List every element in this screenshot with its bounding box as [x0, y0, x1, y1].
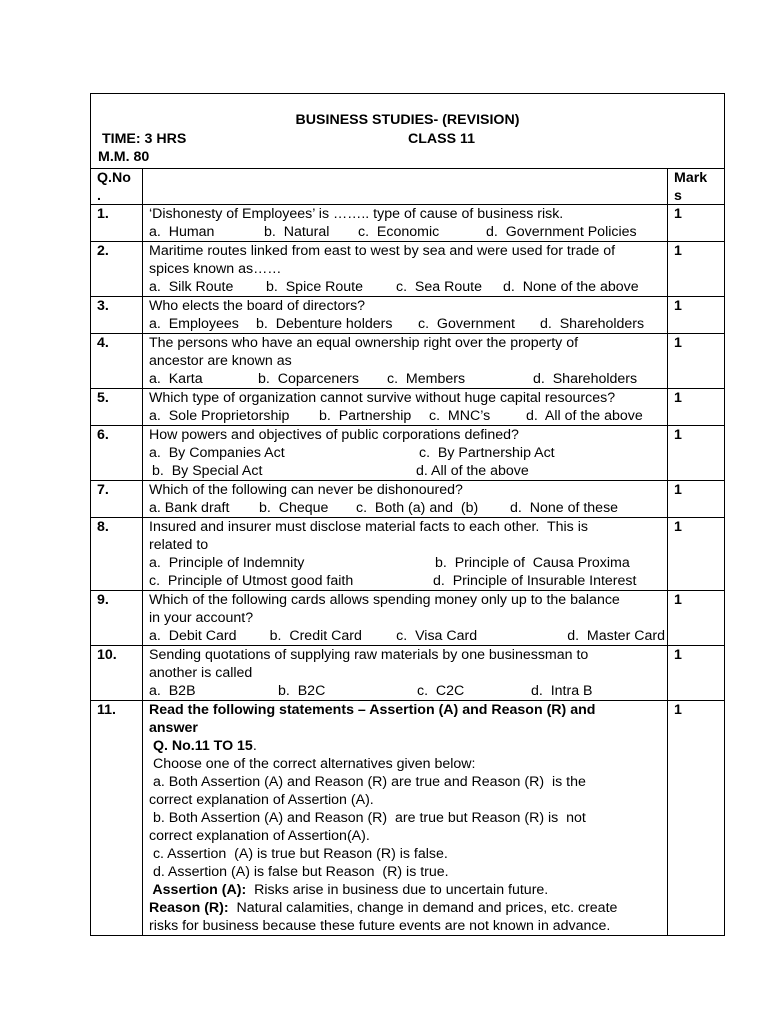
option-b: b. Natural: [264, 224, 330, 240]
question-header: [143, 169, 668, 204]
option-d: d. Principle of Insurable Interest: [433, 573, 637, 589]
question-row-10: [91, 646, 724, 701]
question-body: [143, 591, 668, 645]
question-text: Which of the following can never be dishonoured?: [149, 482, 463, 498]
option-d: d. Government Policies: [486, 224, 637, 240]
question-body: [143, 297, 668, 333]
reason-line-2: risks for business because these future events are not known in advance.: [149, 918, 611, 934]
question-number: 5.: [91, 389, 143, 425]
question-row-8: [91, 518, 724, 591]
option-d: d. All of the above: [526, 408, 643, 424]
question-marks: 1: [674, 702, 682, 718]
question-number: 8.: [91, 518, 143, 590]
options-line: [149, 407, 665, 425]
question-row-3: [91, 297, 724, 334]
question-row-2: [91, 242, 724, 297]
question-text-line-1: Which of the following cards allows spending money only up to the balance: [149, 592, 620, 608]
option-a: a. Principle of Indemnity: [149, 555, 305, 571]
question-row-11: [91, 701, 724, 935]
option-a: a. Silk Route: [149, 279, 234, 295]
question-text-line-1: Maritime routes linked from east to west by sea and were used for trade of: [149, 243, 616, 259]
option-a: a. Employees: [149, 316, 239, 332]
question-text: ‘Dishonesty of Employees’ is …….. type of cause of business risk.: [149, 206, 564, 222]
max-marks: M.M. 80: [98, 149, 150, 165]
assertion-line: [149, 881, 665, 899]
question-text-line-2: another is called: [149, 665, 253, 681]
paper-title: BUSINESS STUDIES- (REVISION): [295, 112, 520, 128]
question-row-7: [91, 481, 724, 518]
instruction-line-1: Read the following statements – Assertion (A) and Reason (R) and: [149, 702, 596, 718]
question-number: 9.: [91, 591, 143, 645]
options-line: [149, 223, 665, 241]
options-line-2: [149, 462, 665, 480]
options-line: [149, 315, 665, 333]
question-number: 2.: [91, 242, 143, 296]
option-b: b. Coparceners: [258, 371, 359, 387]
question-row-1: [91, 205, 724, 242]
options-line: [149, 278, 665, 296]
question-number: 10.: [91, 646, 143, 700]
question-range-tail: .: [252, 738, 257, 754]
option-d: d. Shareholders: [540, 316, 645, 332]
reason-label: Reason (R):: [149, 900, 229, 916]
question-number: 11.: [91, 701, 143, 935]
option-d: d. Assertion (A) is false but Reason (R) is true.: [149, 864, 449, 880]
option-b: b. Debenture holders: [256, 316, 393, 332]
instruction-line-2: answer: [149, 720, 198, 736]
option-a: a. Debit Card: [149, 628, 237, 644]
option-d: d. None of these: [510, 500, 619, 516]
question-body: [143, 334, 668, 388]
option-a: a. Bank draft: [149, 500, 230, 516]
options-line: [149, 499, 665, 517]
option-a-line-2: correct explanation of Assertion (A).: [149, 792, 374, 808]
option-d: d. None of the above: [503, 279, 639, 295]
question-text-line-2: ancestor are known as: [149, 353, 292, 369]
exam-class: CLASS 11: [408, 131, 476, 147]
option-c: c. Government: [418, 316, 515, 332]
question-row-6: [91, 426, 724, 481]
assertion-label: Assertion (A):: [149, 882, 247, 898]
question-text: Who elects the board of directors?: [149, 298, 366, 314]
qno-header: Q.No .: [91, 169, 143, 204]
option-c: c. Economic: [358, 224, 440, 240]
option-a: a. Human: [149, 224, 215, 240]
question-body: [143, 426, 668, 480]
question-number: 6.: [91, 426, 143, 480]
question-marks: 1: [674, 427, 682, 443]
question-text: Which type of organization cannot survive without huge capital resources?: [149, 390, 616, 406]
reason-line-1: [149, 899, 665, 917]
option-b-line-2: correct explanation of Assertion(A).: [149, 828, 370, 844]
option-a-line-1: a. Both Assertion (A) and Reason (R) are true and Reason (R) is the: [149, 774, 586, 790]
question-body: [143, 701, 668, 935]
option-c: c. Principle of Utmost good faith: [149, 573, 354, 589]
option-b: b. B2C: [278, 683, 326, 699]
option-b: b. Partnership: [319, 408, 412, 424]
paper-header: [91, 94, 724, 169]
choose-instruction: Choose one of the correct alternatives given below:: [149, 756, 476, 772]
option-b: b. Credit Card: [269, 628, 362, 644]
marks-header: Mark s: [674, 170, 708, 204]
question-body: [143, 205, 668, 241]
question-marks: 1: [674, 206, 682, 222]
option-c: c. Visa Card: [396, 628, 478, 644]
option-c: c. C2C: [417, 683, 465, 699]
option-d: d. All of the above: [416, 463, 529, 479]
option-d: d. Master Card: [567, 628, 665, 644]
question-body: [143, 242, 668, 296]
option-c: c. By Partnership Act: [419, 445, 555, 461]
question-row-5: [91, 389, 724, 426]
question-number: 1.: [91, 205, 143, 241]
question-body: [143, 518, 668, 590]
options-line-1: [149, 554, 665, 572]
option-c: c. MNC’s: [429, 408, 491, 424]
question-marks: 1: [674, 335, 682, 351]
question-text-line-2: related to: [149, 537, 209, 553]
question-text-line-2: in your account?: [149, 610, 254, 626]
reason-text: Natural calamities, change in demand and prices, etc. create: [228, 900, 618, 916]
options-line-1: [149, 444, 665, 462]
option-a: a. Sole Proprietorship: [149, 408, 290, 424]
option-b: b. Cheque: [259, 500, 329, 516]
options-line: [149, 370, 665, 388]
question-body: [143, 389, 668, 425]
question-marks: 1: [674, 519, 682, 535]
option-a: a. B2B: [149, 683, 196, 699]
question-text-line-1: The persons who have an equal ownership right over the property of: [149, 335, 579, 351]
option-c: c. Sea Route: [396, 279, 482, 295]
option-d: d. Shareholders: [533, 371, 638, 387]
options-line-2: [149, 572, 665, 590]
table-header-row: [91, 169, 724, 205]
option-c: c. Assertion (A) is true but Reason (R) is false.: [149, 846, 448, 862]
question-body: [143, 481, 668, 517]
question-text-line-1: Sending quotations of supplying raw materials by one businessman to: [149, 647, 589, 663]
option-b: b. By Special Act: [152, 463, 263, 479]
question-marks: 1: [674, 390, 682, 406]
question-row-9: [91, 591, 724, 646]
question-marks: 1: [674, 243, 682, 259]
question-text: How powers and objectives of public corporations defined?: [149, 427, 519, 443]
question-text-line-2: spices known as……: [149, 261, 282, 277]
question-row-4: [91, 334, 724, 389]
question-number: 7.: [91, 481, 143, 517]
option-c: c. Members: [387, 371, 466, 387]
question-marks: 1: [674, 592, 682, 608]
question-marks: 1: [674, 482, 682, 498]
option-c: c. Both (a) and (b): [356, 500, 479, 516]
question-body: [143, 646, 668, 700]
question-number: 4.: [91, 334, 143, 388]
exam-time: TIME: 3 HRS: [102, 131, 187, 147]
option-a: a. By Companies Act: [149, 445, 285, 461]
question-range: [149, 737, 665, 755]
assertion-text: Risks arise in business due to uncertain future.: [246, 882, 549, 898]
option-b: b. Principle of Causa Proxima: [435, 555, 630, 571]
question-marks: 1: [674, 647, 682, 663]
option-d: d. Intra B: [531, 683, 593, 699]
question-number: 3.: [91, 297, 143, 333]
question-range-label: Q. No.11 TO 15: [149, 738, 253, 754]
option-b-line-1: b. Both Assertion (A) and Reason (R) are true but Reason (R) is not: [149, 810, 586, 826]
question-paper: [90, 93, 725, 936]
option-a: a. Karta: [149, 371, 203, 387]
options-line: [149, 682, 665, 700]
question-marks: 1: [674, 298, 682, 314]
option-b: b. Spice Route: [266, 279, 364, 295]
options-line: [149, 627, 665, 645]
question-text-line-1: Insured and insurer must disclose material facts to each other. This is: [149, 519, 588, 535]
